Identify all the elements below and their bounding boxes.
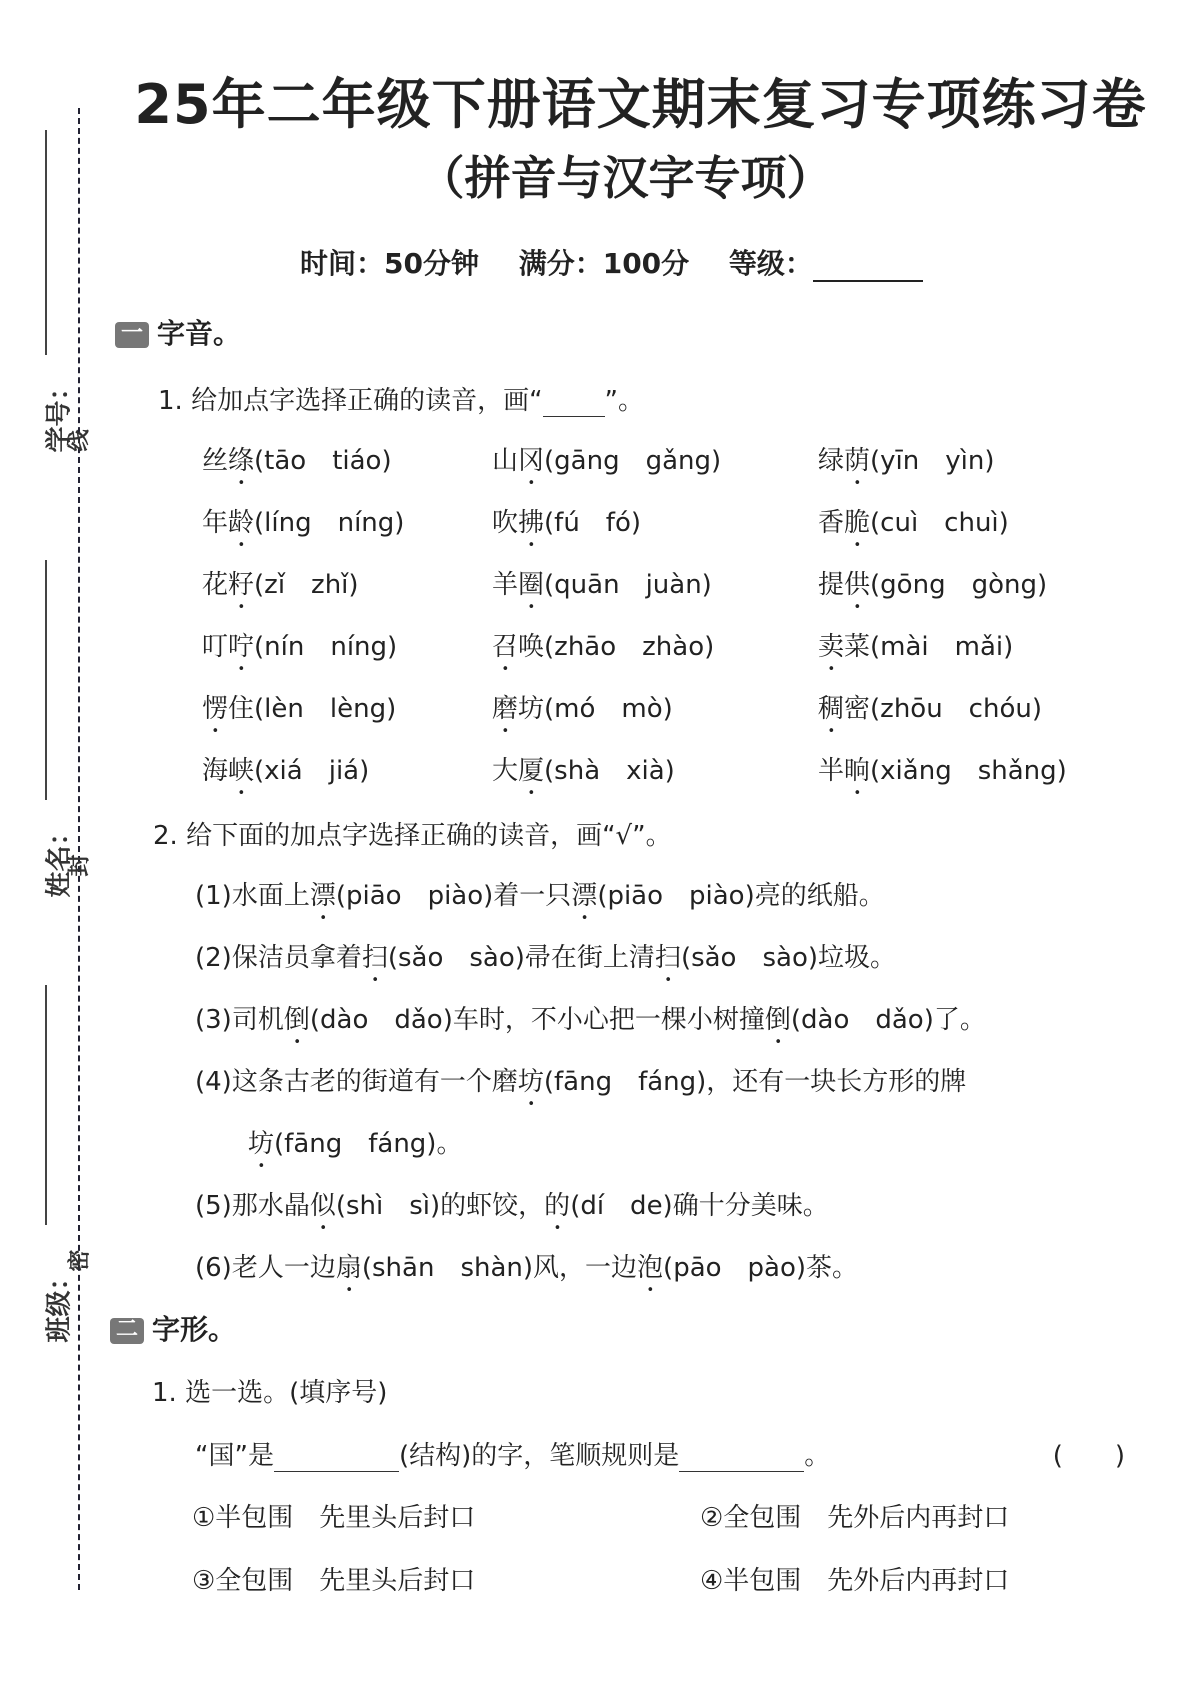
sentence-text: (5)那水晶 [195,1191,310,1221]
pinyin-choice-item[interactable] [202,750,369,801]
pinyin-choice-item[interactable] [202,502,404,553]
q2-sentence[interactable] [195,937,896,988]
dotted-character: 倒 [764,1005,791,1035]
dotted-character: 厦 [518,756,545,786]
grade-label: 等级： [728,247,813,280]
sentence-text: (shān shàn)风，一边 [361,1253,638,1283]
character: 花 [202,570,229,600]
sentence-text: (piāo piào)着一只 [335,881,572,911]
dotted-character: 坊 [248,1129,275,1159]
dotted-character: 拂 [518,508,545,538]
pinyin-choice-item[interactable] [202,440,392,491]
character: 香 [818,508,845,538]
seal-label: 封 [67,854,93,877]
dotted-character: 愣 [202,694,229,724]
q1-prompt-text: 1. 给加点字选择正确的读音，画“ [158,386,543,416]
pinyin-choice-item[interactable] [202,564,359,615]
sentence-text: (fāng fáng)，还有一块长方形的牌 [543,1067,967,1097]
dotted-character: 稠 [818,694,845,724]
pinyin-choice-item[interactable] [818,502,1009,553]
section-1-title: 字音。 [157,317,242,350]
stem-part-c: 。 [804,1441,831,1471]
option-2: ②全包围 先外后内再封口 [700,1503,1010,1533]
character: 叮 [202,632,229,662]
dotted-character: 冈 [518,446,545,476]
option-3: ③全包围 先里头后封口 [192,1566,476,1596]
pinyin-options: (shà xià) [544,756,675,786]
class-label: 班级： [44,1264,75,1343]
pinyin-options: (zhōu chóu) [870,694,1042,724]
pinyin-choice-item[interactable] [492,440,721,491]
q2-prompt: 2. 给下面的加点字选择正确的读音，画“√”。 [153,821,672,851]
sentence-text: (2)保洁员拿着 [195,943,362,973]
dotted-character: 荫 [844,446,871,476]
character: 半 [818,756,845,786]
character: 吹 [492,508,519,538]
q2-sentence[interactable] [248,1123,462,1174]
sentence-text: (pāo pào)茶。 [663,1253,859,1283]
binding-dotted-line [78,108,80,1590]
pinyin-choice-item[interactable] [818,564,1047,615]
character: 大 [492,756,519,786]
stem-part-a: “国”是 [195,1441,274,1471]
dotted-character: 磨 [492,694,519,724]
character: 坊 [518,694,545,724]
dotted-character: 脆 [844,508,871,538]
exam-meta [300,242,953,282]
pinyin-choice-item[interactable] [492,502,641,553]
stem-part-b: (结构)的字，笔顺规则是 [398,1441,680,1471]
q2-sentence[interactable] [195,875,885,926]
student-id-label: 学号： [44,374,75,453]
character: 菜 [844,632,871,662]
character: 羊 [492,570,519,600]
q2-sentence[interactable] [195,999,986,1050]
line-label: 线 [67,429,93,452]
sentence-text: (shì sì)的虾饺， [335,1191,545,1221]
pinyin-options: (quān juàn) [544,570,712,600]
pinyin-options: (gōng gòng) [870,570,1048,600]
pinyin-options: (nín níng) [254,632,398,662]
sentence-text: (sǎo sào)帚在街上清 [387,943,655,973]
pinyin-options: (tāo tiáo) [254,446,392,476]
character: 住 [228,694,255,724]
pinyin-choice-item[interactable] [818,626,1013,677]
pinyin-choice-item[interactable] [202,688,396,739]
sentence-text: (dào dǎo)车时，不小心把一棵小树撞 [309,1005,765,1035]
sentence-text: (dào dǎo)了。 [790,1005,986,1035]
dotted-character: 籽 [228,570,255,600]
name-label: 姓名： [44,819,75,898]
sentence-text: (fāng fáng)。 [274,1129,463,1159]
s2-q1-stem [195,1435,1125,1472]
q1-prompt [158,380,644,417]
pinyin-options: (yīn yìn) [870,446,995,476]
s2-q1-prompt: 1. 选一选。(填序号) [152,1378,388,1408]
dotted-character: 坊 [517,1067,544,1097]
option-1: ①半包围 先里头后封口 [192,1503,476,1533]
pinyin-choice-item[interactable] [202,626,397,677]
dotted-character: 峡 [228,756,255,786]
answer-paren[interactable]: ( ) [1052,1441,1125,1471]
section-2-title: 字形。 [152,1313,237,1346]
pinyin-options: (xiá jiá) [254,756,370,786]
pinyin-options: (líng níng) [254,508,405,538]
page-subtitle: （拼音与汉字专项） [418,151,833,205]
pinyin-options: (zhāo zhào) [544,632,715,662]
character: 提 [818,570,845,600]
q2-sentence[interactable] [195,1247,858,1298]
section-2-heading [110,1308,236,1348]
pinyin-options: (fú fó) [544,508,642,538]
q1-prompt-end: ”。 [604,386,645,416]
character: 丝 [202,446,229,476]
section-2-marker: 二 [110,1318,144,1344]
sentence-text: (sǎo sào)垃圾。 [680,943,896,973]
dotted-character: 泡 [637,1253,664,1283]
dotted-character: 咛 [228,632,255,662]
option-4: ④半包围 先外后内再封口 [700,1566,1010,1596]
pinyin-options: (lèn lèng) [254,694,397,724]
name-underline [45,560,47,800]
q2-sentence[interactable] [195,1185,829,1236]
dotted-character: 倒 [283,1005,310,1035]
character: 绿 [818,446,845,476]
dotted-character: 扫 [361,943,388,973]
pinyin-choice-item[interactable] [818,750,1067,801]
dotted-character: 晌 [844,756,871,786]
q2-sentence[interactable] [195,1061,966,1112]
character: 海 [202,756,229,786]
page-title: 25年二年级下册语文期末复习专项练习卷 [134,73,1147,136]
pinyin-choice-item[interactable] [492,750,675,801]
class-underline [45,985,47,1225]
full-score: 满分：100分 [518,247,690,280]
dotted-character: 召 [492,632,519,662]
sentence-text: (dí de)确十分美味。 [570,1191,829,1221]
pinyin-options: (mài mǎi) [870,632,1014,662]
dotted-character: 漂 [309,881,336,911]
pinyin-choice-item[interactable] [492,564,712,615]
pinyin-choice-item[interactable] [818,688,1042,739]
time-limit: 时间：50分钟 [300,247,479,280]
pinyin-options: (gāng gǎng) [544,446,722,476]
character: 密 [844,694,871,724]
section-1-heading [115,312,241,352]
dotted-character: 似 [309,1191,336,1221]
pinyin-options: (xiǎng shǎng) [870,756,1067,786]
dotted-character: 卖 [818,632,845,662]
grade-blank[interactable] [813,254,923,282]
sentence-text: (3)司机 [195,1005,284,1035]
sentence-text: (1)水面上 [195,881,310,911]
dotted-character: 的 [544,1191,571,1221]
dotted-character: 龄 [228,508,255,538]
section-1-marker: 一 [115,322,149,348]
sentence-text: (6)老人一边 [195,1253,336,1283]
stroke-rule-blank[interactable] [679,1447,804,1472]
pinyin-options: (mó mò) [544,694,673,724]
pinyin-choice-item[interactable] [492,688,673,739]
dotted-character: 扫 [654,943,681,973]
sentence-text: (4)这条古老的街道有一个磨 [195,1067,518,1097]
q1-mark-blank [543,392,605,417]
dotted-character: 扇 [335,1253,362,1283]
character: 山 [492,446,519,476]
dotted-character: 供 [844,570,871,600]
dotted-character: 绦 [228,446,255,476]
dotted-character: 漂 [571,881,598,911]
character: 年 [202,508,229,538]
pinyin-options: (zǐ zhǐ) [254,570,359,600]
pinyin-options: (cuì chuì) [870,508,1009,538]
structure-blank[interactable] [274,1447,399,1472]
character: 唤 [518,632,545,662]
pinyin-choice-item[interactable] [492,626,714,677]
secret-label: 密 [67,1249,93,1272]
sentence-text: (piāo piào)亮的纸船。 [597,881,885,911]
dotted-character: 圈 [518,570,545,600]
pinyin-choice-item[interactable] [818,440,995,491]
